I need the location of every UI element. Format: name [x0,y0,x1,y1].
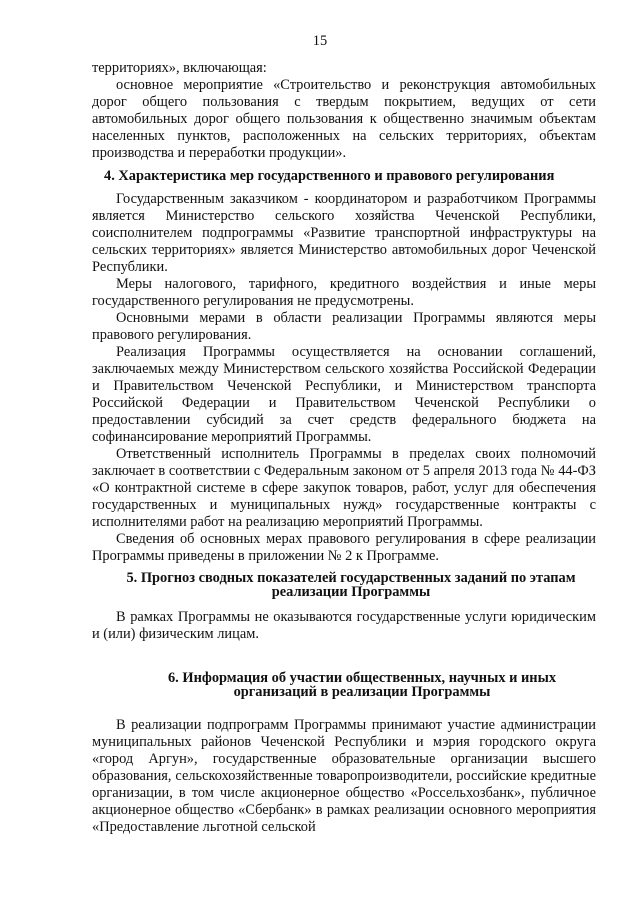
section-4-paragraph: Меры налогового, тарифного, кредитного воздействия и иные меры государственного регулирования не предусмотрены. [92,276,596,309]
section-4-paragraph: Государственным заказчиком - координатором и разработчиком Программы является Министерство сельского хозяйства Чеченской Республики, соисполнителем подпрограммы «Развитие транспортной инфраструктуры на сельских территориях» является Министерство автомобильных дорог Чеченской Республики. [92,191,596,275]
section-4-paragraph: Сведения об основных мерах правового регулирования в сфере реализации Программы приведены в приложении № 2 к Программе. [92,531,596,564]
section-5-heading-line2: реализации Программы [271,584,431,600]
section-4-paragraph: Реализация Программы осуществляется на основании соглашений, заключаемых между Министерством сельского хозяйства Российской Федерации и Правительством Чеченской Республики, и Министерством транспорта Российской Федерации и Правительством Чеченской Республики о предоставлении субсидий за счет средств федерального бюджета на софинансирование мероприятий Программы. [92,344,596,445]
section-6-paragraph: В реализации подпрограмм Программы принимают участие администрации муниципальных районов Чеченской Республики и мэрия городского округа «город Аргун», государственные образовательные организации высшего образования, сельскохозяйственные товаропроизводители, российские кредитные организации, в том числе акционерное общество «Россельхозбанк», публичное акционерное общество «Сбербанк» в рамках реализации основного мероприятия «Предоставление льготной сельской [92,717,596,835]
section-4-paragraph: Ответственный исполнитель Программы в пределах своих полномочий заключает в соответствии с Федеральным законом от 5 апреля 2013 года № 44-ФЗ «О контрактной системе в сфере закупок товаров, работ, услуг для обеспечения государственных и муниципальных нужд» государственные контракты с исполнителями работ на реализацию мероприятий Программы. [92,446,596,530]
section-5-heading-line1: 5. Прогноз сводных показателей государственных заданий по этапам [126,570,576,586]
section-4-paragraph: Основными мерами в области реализации Программы являются меры правового регулирования. [92,310,596,343]
section-6-heading [92,671,596,699]
section-5-heading [92,571,596,599]
section-5-paragraph: В рамках Программы не оказываются государственные услуги юридическим и (или) физическим лицам. [92,609,596,642]
intro-line: территориях», включающая: [92,60,267,76]
intro-paragraph: основное мероприятие «Строительство и реконструкция автомобильных дорог общего пользования с твердым покрытием, ведущих от сети автомобильных дорог общего пользования к общественно значимым объектам населенных пунктов, расположенных на сельских территориях, объектам производства и переработки продукции». [92,77,596,161]
section-6-heading-line2: организаций в реализации Программы [233,684,491,700]
page-number: 15 [312,33,328,49]
page-content [92,60,596,836]
section-4-heading: 4. Характеристика мер государственного и правового регулирования [104,168,555,184]
section-6-heading-line1: 6. Информация об участии общественных, научных и иных [167,670,557,686]
